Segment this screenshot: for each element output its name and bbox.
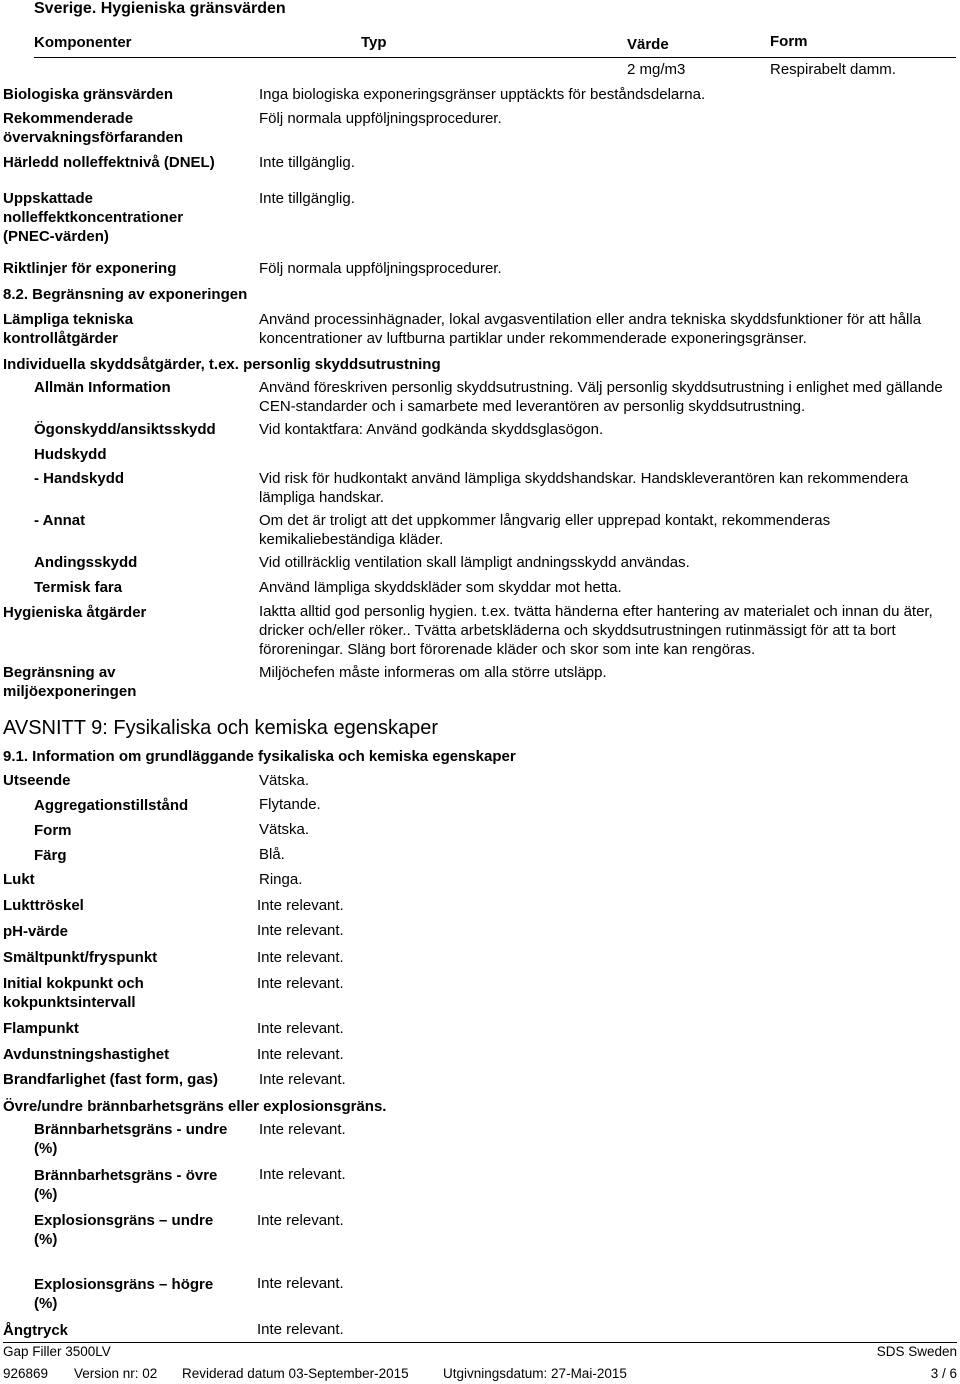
prop-value-melting-point: Inte relevant. xyxy=(257,949,344,966)
table-header-rule xyxy=(34,57,956,58)
label-skin-protection: Hudskydd xyxy=(34,446,107,463)
prop-value-evaporation: Inte relevant. xyxy=(257,1046,344,1063)
prop-value-form: Vätska. xyxy=(259,821,310,838)
prop-label-explosion-lower: Explosionsgräns – undre (%) xyxy=(34,1212,214,1248)
section-9-1-heading: 9.1. Information om grundläggande fysikaliska och kemiska egenskaper xyxy=(3,748,516,765)
prop-label-flammability: Brandfarlighet (fast form, gas) xyxy=(3,1071,219,1088)
value-monitoring: Följ normala uppföljningsprocedurer. xyxy=(259,110,502,127)
prop-value-color: Blå. xyxy=(259,846,285,863)
value-eye-protection: Vid kontaktfara: Använd godkända skyddsglasögon. xyxy=(259,421,604,438)
prop-label-melting-point: Smältpunkt/fryspunkt xyxy=(3,949,158,966)
ppe-heading: Individuella skyddsåtgärder, t.ex. personlig skyddsutrustning xyxy=(3,356,441,373)
prop-value-flash-point: Inte relevant. xyxy=(257,1020,344,1037)
prop-label-odor-threshold: Lukttröskel xyxy=(3,897,84,914)
col-header-komponenter: Komponenter xyxy=(34,34,132,51)
prop-label-flammability-lower: Brännbarhetsgräns - undre (%) xyxy=(34,1121,228,1157)
prop-value-boiling-point: Inte relevant. xyxy=(257,975,344,992)
footer-page: 3 / 6 xyxy=(930,1366,957,1381)
prop-value-state: Flytande. xyxy=(259,796,321,813)
label-biological-limits: Biologiska gränsvärden xyxy=(3,86,174,103)
prop-value-flammability-upper: Inte relevant. xyxy=(259,1166,346,1183)
label-respiratory: Andingsskydd xyxy=(34,554,138,571)
label-environmental: Begränsning av miljöexponeringen xyxy=(3,664,137,700)
value-other-protection: Om det är troligt att det uppkommer långvarig eller upprepad kontakt, rekommenderas kemikaliebeständiga kläder. xyxy=(259,512,831,548)
label-hand-protection: - Handskydd xyxy=(34,470,125,487)
label-exposure-guidelines: Riktlinjer för exponering xyxy=(3,260,177,277)
prop-value-explosion-upper: Inte relevant. xyxy=(257,1275,344,1292)
prop-value-flammability-lower: Inte relevant. xyxy=(259,1121,346,1138)
value-thermal-hazard: Använd lämpliga skyddskläder som skyddar mot hetta. xyxy=(259,579,622,596)
explosion-limits-heading: Övre/undre brännbarhetsgräns eller explosionsgräns. xyxy=(3,1098,387,1115)
prop-value-vapor-pressure: Inte relevant. xyxy=(257,1321,344,1338)
value-engineering-controls: Använd processinhägnader, lokal avgasventilation eller andra tekniska skyddsfunktioner för att hålla koncentrationer av luftburna partiklar under rekommenderade exponeringsgränser. xyxy=(259,311,922,347)
value-dnel: Inte tillgänglig. xyxy=(259,154,355,171)
value-general-info: Använd föreskriven personlig skyddsutrustning. Välj personlig skyddsutrustning i enlighet med gällande CEN-standarder och i samarbete med leverantören av personlig skyddsutrustning. xyxy=(259,379,943,415)
col-header-typ: Typ xyxy=(361,34,387,51)
footer-doc-type: SDS Sweden xyxy=(876,1344,957,1359)
col-header-varde: Värde xyxy=(627,36,669,53)
label-hygiene: Hygieniska åtgärder xyxy=(3,604,147,621)
label-dnel: Härledd nolleffektnivå (DNEL) xyxy=(3,154,215,171)
footer-rule xyxy=(3,1342,957,1343)
prop-label-flash-point: Flampunkt xyxy=(3,1020,79,1037)
prop-value-odor-threshold: Inte relevant. xyxy=(257,897,344,914)
limit-form: Respirabelt damm. xyxy=(770,61,896,78)
label-pnec: Uppskattade nolleffektkoncentrationer (PNEC-värden) xyxy=(3,190,184,245)
prop-value-flammability: Inte relevant. xyxy=(259,1071,346,1088)
value-hygiene: Iaktta alltid god personlig hygien. t.ex. tvätta händerna efter hantering av materialet och innan du äter, dricker och/eller röker.. Tvätta arbetskläderna och skyddsutrustningen rutinmässigt för att ta bort föroreningar. Släng bort förorenade kläder och skor som inte kan rengöras. xyxy=(259,603,933,658)
footer-revised: Reviderad datum 03-September-2015 xyxy=(182,1366,409,1381)
footer-issued: Utgivningsdatum: 27-Mai-2015 xyxy=(443,1366,627,1381)
prop-label-flammability-upper: Brännbarhetsgräns - övre (%) xyxy=(34,1167,218,1203)
prop-label-vapor-pressure: Ångtryck xyxy=(3,1322,69,1339)
prop-label-form: Form xyxy=(34,822,72,839)
value-biological-limits: Inga biologiska exponeringsgränser upptäckts för beståndsdelarna. xyxy=(259,86,706,103)
label-engineering-controls: Lämpliga tekniska kontrollåtgärder xyxy=(3,311,134,347)
prop-value-odor: Ringa. xyxy=(259,871,303,888)
prop-value-ph: Inte relevant. xyxy=(257,922,344,939)
footer-version: Version nr: 02 xyxy=(74,1366,158,1381)
prop-label-appearance: Utseende xyxy=(3,772,71,789)
value-environmental: Miljöchefen måste informeras om alla större utsläpp. xyxy=(259,664,607,681)
prop-label-odor: Lukt xyxy=(3,871,35,888)
prop-value-appearance: Vätska. xyxy=(259,772,310,789)
label-eye-protection: Ögonskydd/ansiktsskydd xyxy=(34,421,216,438)
footer-id: 926869 xyxy=(3,1366,49,1381)
label-thermal-hazard: Termisk fara xyxy=(34,579,123,596)
prop-label-evaporation: Avdunstningshastighet xyxy=(3,1046,170,1063)
prop-label-ph: pH-värde xyxy=(3,923,69,940)
value-hand-protection: Vid risk för hudkontakt använd lämpliga skyddshandskar. Handskleverantören kan rekommendera lämpliga handskar. xyxy=(259,470,909,506)
subsection-heading: 8.2. Begränsning av exponeringen xyxy=(3,286,248,303)
section-9-heading: AVSNITT 9: Fysikaliska och kemiska egenskaper xyxy=(3,717,438,739)
value-respiratory: Vid otillräcklig ventilation skall lämpligt andningsskydd användas. xyxy=(259,554,690,571)
label-general-info: Allmän Information xyxy=(34,379,171,396)
value-exposure-guidelines: Följ normala uppföljningsprocedurer. xyxy=(259,260,502,277)
footer-product: Gap Filler 3500LV xyxy=(3,1344,111,1359)
label-monitoring: Rekommenderade övervakningsförfaranden xyxy=(3,110,184,146)
prop-label-boiling-point: Initial kokpunkt och kokpunktsintervall xyxy=(3,975,144,1011)
prop-label-color: Färg xyxy=(34,847,67,864)
limit-value: 2 mg/m3 xyxy=(627,61,686,78)
prop-value-explosion-lower: Inte relevant. xyxy=(257,1212,344,1229)
prop-label-explosion-upper: Explosionsgräns – högre (%) xyxy=(34,1276,214,1312)
col-header-form: Form xyxy=(770,33,808,50)
prop-label-state: Aggregationstillstånd xyxy=(34,797,189,814)
section-title: Sverige. Hygieniska gränsvärden xyxy=(34,0,286,17)
label-other-protection: - Annat xyxy=(34,512,86,529)
value-pnec: Inte tillgänglig. xyxy=(259,190,355,207)
